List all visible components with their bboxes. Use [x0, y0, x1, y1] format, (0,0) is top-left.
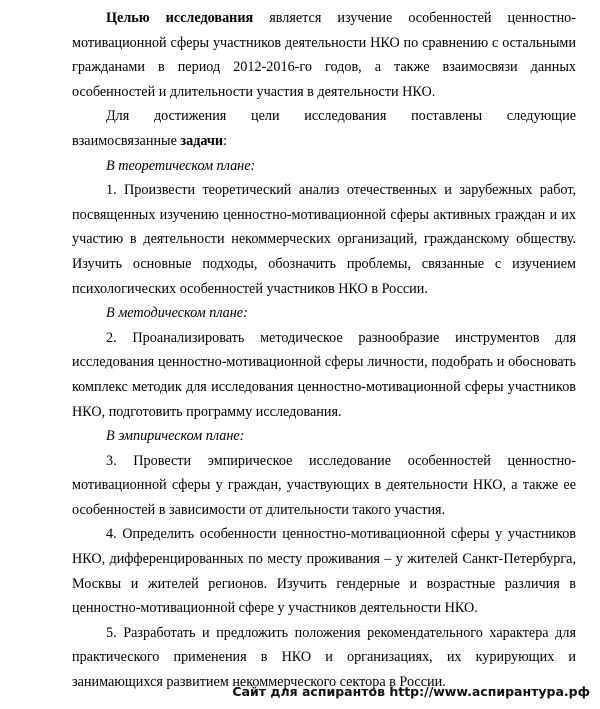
section-heading-methodical: В методическом плане:: [106, 305, 248, 322]
tasks-intro-text: Для достижения цели исследования поставлены следующие взаимосвязанные: [72, 108, 576, 149]
tasks-intro-paragraph: [72, 104, 576, 153]
research-goal-label: Целью исследования: [106, 10, 254, 26]
section-heading-empirical: В эмпирическом плане:: [106, 428, 245, 445]
research-goal-paragraph: [72, 6, 576, 104]
task-item-1: 1. Произвести теоретический анализ отечественных и зарубежных работ, посвященных изучению ценностно-мотивационной сферы активных граждан и их участию в деятельности некоммерческих организаций, гражданскому обществу. Изучить основные подходы, обозначить проблемы, связанные с изучением психологических особенностей участников НКО в России.: [72, 182, 576, 297]
research-goal-text: является изучение особенностей ценностно-мотивационной сферы участников деятельности НКО по сравнению с остальными гражданами в период 2012-2016-го годов, а также взаимосвязи данных особенностей и длительности участия в деятельности НКО.: [72, 10, 576, 100]
tasks-colon: :: [223, 132, 228, 149]
section-heading-theoretical: В теоретическом плане:: [106, 157, 256, 174]
task-item-5: 5. Разработать и предложить положения рекомендательного характера для практического применения в НКО и организациях, их курирующих и занимающихся развитием некоммерческого сектора в России.: [72, 624, 576, 691]
task-item-3: 3. Провести эмпирическое исследование особенностей ценностно-мотивационной сферы у граждан, участвующих в деятельности НКО, а также ее особенностей в зависимости от длительности такого участия.: [72, 452, 576, 518]
document-body: [72, 6, 576, 695]
site-watermark: Сайт для аспирантов http://www.аспирантура.рф: [232, 684, 590, 699]
task-item-2: 2. Проанализировать методическое разнообразие инструментов для исследования ценностно-мотивационной сферы личности, подобрать и обосновать комплекс методик для исследования ценностно-мотивационной сферы участников НКО, подготовить программу исследования.: [72, 329, 576, 420]
tasks-label: задачи: [180, 132, 224, 149]
task-item-4: 4. Определить особенности ценностно-мотивационной сферы у участников НКО, дифференцированных по месту проживания – у жителей Санкт-Петербурга, Москвы и жителей регионов. Изучить гендерные и возрастные различия в ценностно-мотивационной сфере у участников деятельности НКО.: [72, 526, 576, 617]
